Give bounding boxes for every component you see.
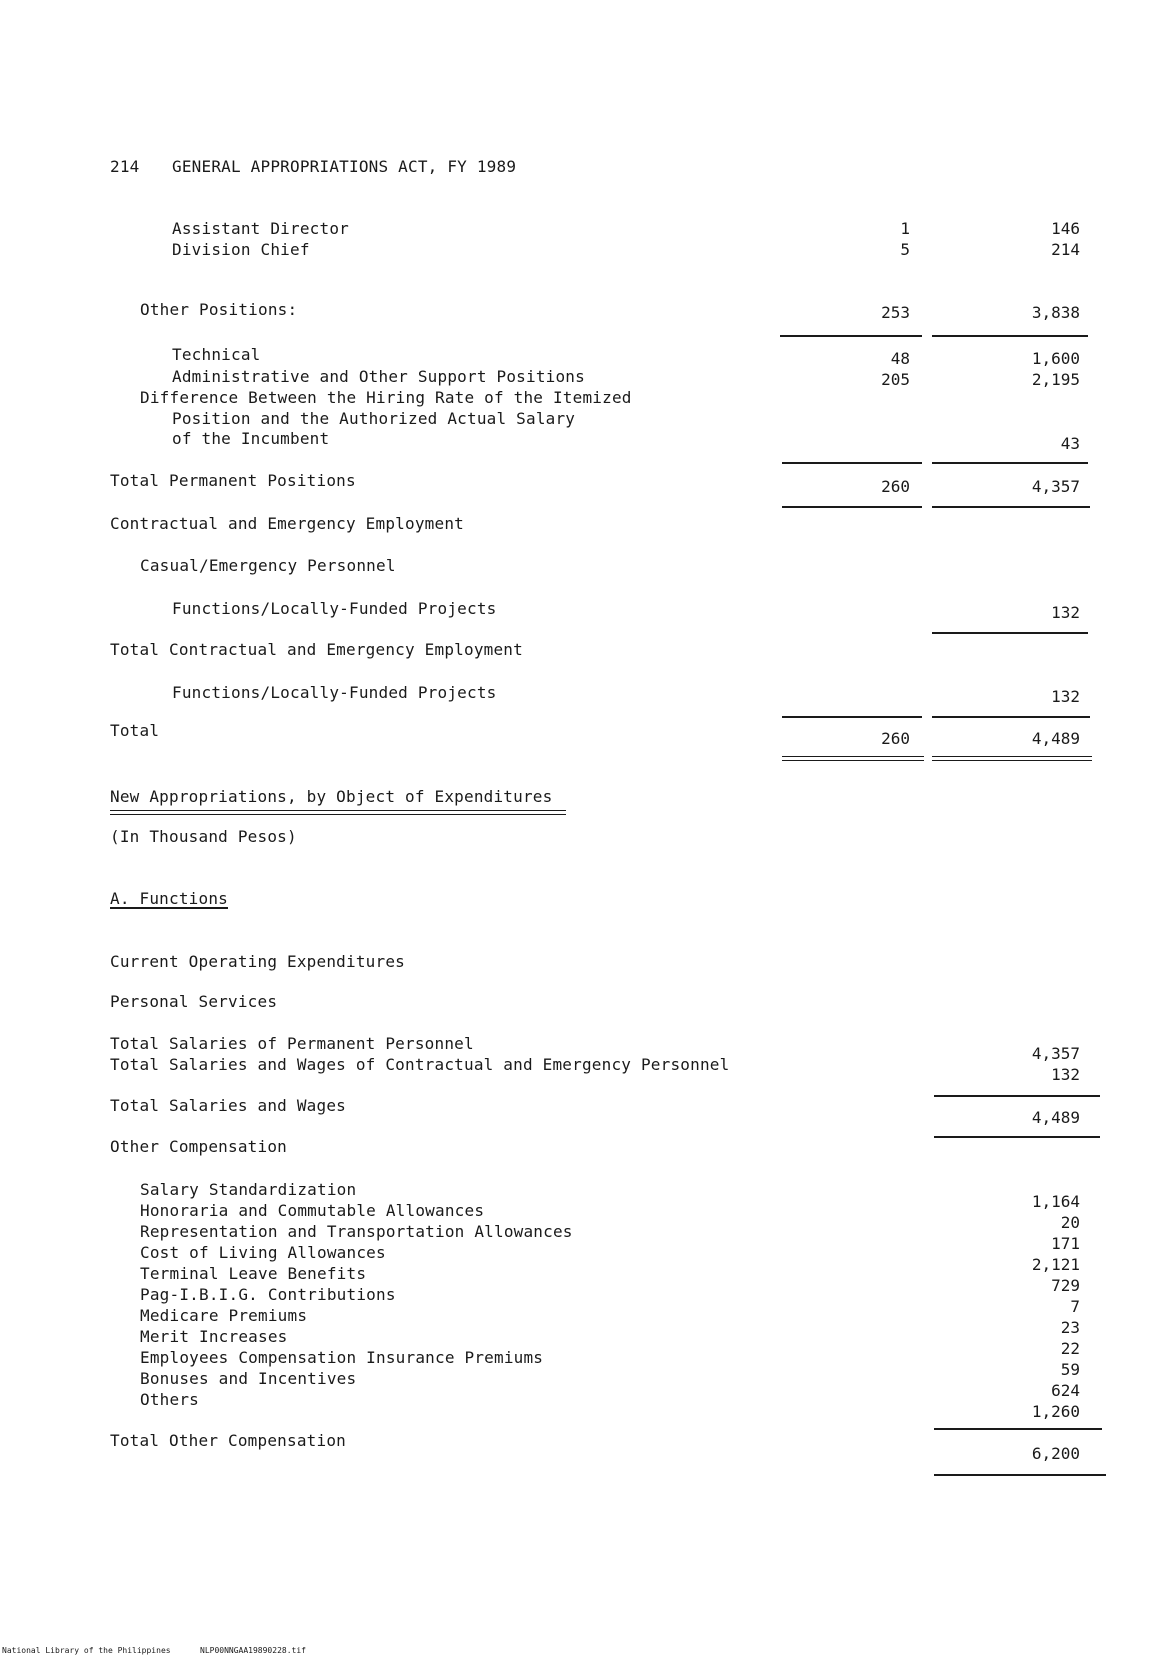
rule-total-permanent-amount	[932, 506, 1090, 508]
amount-functions-projects-2: 132	[1051, 687, 1080, 706]
rule-other-positions-amount	[932, 335, 1088, 337]
list-item-label: Medicare Premiums	[140, 1306, 308, 1325]
rule-total-salaries	[934, 1136, 1100, 1138]
list-item-amount: 171	[1051, 1234, 1080, 1253]
label-total-permanent: Total Permanent Positions	[110, 471, 356, 490]
list-item-amount: 1,164	[1031, 1192, 1080, 1211]
amount-admin-support: 2,195	[1031, 370, 1080, 389]
amount-salaries-permanent: 4,357	[1031, 1044, 1080, 1063]
heading-section-a: A. Functions	[110, 889, 228, 908]
amount-total-salaries: 4,489	[1031, 1108, 1080, 1127]
rule-other-compensation	[934, 1428, 1102, 1430]
label-total-salaries: Total Salaries and Wages	[110, 1096, 346, 1115]
heading-personal-services: Personal Services	[110, 992, 278, 1011]
list-item-label: Merit Increases	[140, 1327, 288, 1346]
list-item-label: Representation and Transportation Allowances	[140, 1222, 573, 1241]
list-item-amount: 729	[1051, 1276, 1080, 1295]
list-item-amount: 1,260	[1031, 1402, 1080, 1421]
heading-new-appropriations-underline	[110, 810, 566, 815]
heading-casual: Casual/Emergency Personnel	[140, 556, 396, 575]
label-salaries-contractual: Total Salaries and Wages of Contractual and Emergency Personnel	[110, 1055, 730, 1074]
list-item-amount: 22	[1060, 1339, 1080, 1358]
list-item-amount: 23	[1060, 1318, 1080, 1337]
list-item-amount: 59	[1060, 1360, 1080, 1379]
rule-total-other-compensation	[934, 1474, 1106, 1476]
label-salaries-permanent: Total Salaries of Permanent Personnel	[110, 1034, 474, 1053]
list-item-label: Salary Standardization	[140, 1180, 357, 1199]
label-division-chief: Division Chief	[172, 240, 310, 259]
list-item-amount: 2,121	[1031, 1255, 1080, 1274]
list-item-label: Honoraria and Commutable Allowances	[140, 1201, 485, 1220]
list-item-label: Cost of Living Allowances	[140, 1243, 386, 1262]
count-assistant-director: 1	[900, 219, 910, 238]
label-difference-line1: Difference Between the Hiring Rate of the Itemized	[140, 388, 632, 407]
label-functions-projects-1: Functions/Locally-Funded Projects	[172, 599, 497, 618]
label-functions-projects-2: Functions/Locally-Funded Projects	[172, 683, 497, 702]
count-technical: 48	[890, 349, 910, 368]
heading-current-operating: Current Operating Expenditures	[110, 952, 405, 971]
label-assistant-director: Assistant Director	[172, 219, 349, 238]
count-division-chief: 5	[900, 240, 910, 259]
count-total: 260	[881, 729, 910, 748]
amount-division-chief: 214	[1051, 240, 1080, 259]
label-difference-line3: of the Incumbent	[172, 429, 330, 448]
amount-other-positions: 3,838	[1031, 303, 1080, 322]
label-total-other-compensation: Total Other Compensation	[110, 1431, 346, 1450]
list-item-amount: 20	[1060, 1213, 1080, 1232]
list-item-label: Bonuses and Incentives	[140, 1369, 357, 1388]
rule-permanent-amount	[932, 462, 1088, 464]
amount-assistant-director: 146	[1051, 219, 1080, 238]
list-item-amount: 7	[1070, 1297, 1080, 1316]
amount-total-other-compensation: 6,200	[1031, 1444, 1080, 1463]
list-item-label: Pag-I.B.I.G. Contributions	[140, 1285, 396, 1304]
count-other-positions: 253	[881, 303, 910, 322]
count-admin-support: 205	[881, 370, 910, 389]
rule-salaries	[934, 1095, 1100, 1097]
list-item-label: Employees Compensation Insurance Premiums	[140, 1348, 544, 1367]
label-admin-support: Administrative and Other Support Positions	[172, 367, 585, 386]
unit-note: (In Thousand Pesos)	[110, 827, 297, 846]
footer-file: NLP00NNGAA19890228.tif	[200, 1646, 306, 1655]
heading-contractual: Contractual and Emergency Employment	[110, 514, 464, 533]
label-technical: Technical	[172, 345, 261, 364]
rule-total-amount	[932, 716, 1090, 718]
list-item-amount: 624	[1051, 1381, 1080, 1400]
label-total-contractual: Total Contractual and Emergency Employment	[110, 640, 523, 659]
amount-functions-projects-1: 132	[1051, 603, 1080, 622]
page-number: 214	[110, 157, 140, 176]
rule-functions-projects	[932, 632, 1088, 634]
rule-permanent-count	[782, 462, 922, 464]
label-total: Total	[110, 721, 160, 740]
page-header-title: GENERAL APPROPRIATIONS ACT, FY 1989	[172, 157, 517, 176]
rule-other-positions	[780, 335, 922, 337]
double-rule-total-count	[782, 756, 924, 761]
heading-other-compensation: Other Compensation	[110, 1137, 287, 1156]
heading-new-appropriations: New Appropriations, by Object of Expenditures	[110, 787, 553, 806]
double-rule-total-amount	[932, 756, 1092, 761]
amount-difference: 43	[1060, 434, 1080, 453]
label-difference-line2: Position and the Authorized Actual Salary	[172, 409, 576, 428]
amount-technical: 1,600	[1031, 349, 1080, 368]
footer-library: National Library of the Philippines	[2, 1646, 171, 1655]
list-item-label: Terminal Leave Benefits	[140, 1264, 367, 1283]
rule-total-count	[782, 716, 922, 718]
count-total-permanent: 260	[881, 477, 910, 496]
amount-total: 4,489	[1031, 729, 1080, 748]
rule-total-permanent-count	[782, 506, 922, 508]
label-other-positions: Other Positions:	[140, 300, 298, 319]
amount-total-permanent: 4,357	[1031, 477, 1080, 496]
amount-salaries-contractual: 132	[1051, 1065, 1080, 1084]
list-item-label: Others	[140, 1390, 199, 1409]
